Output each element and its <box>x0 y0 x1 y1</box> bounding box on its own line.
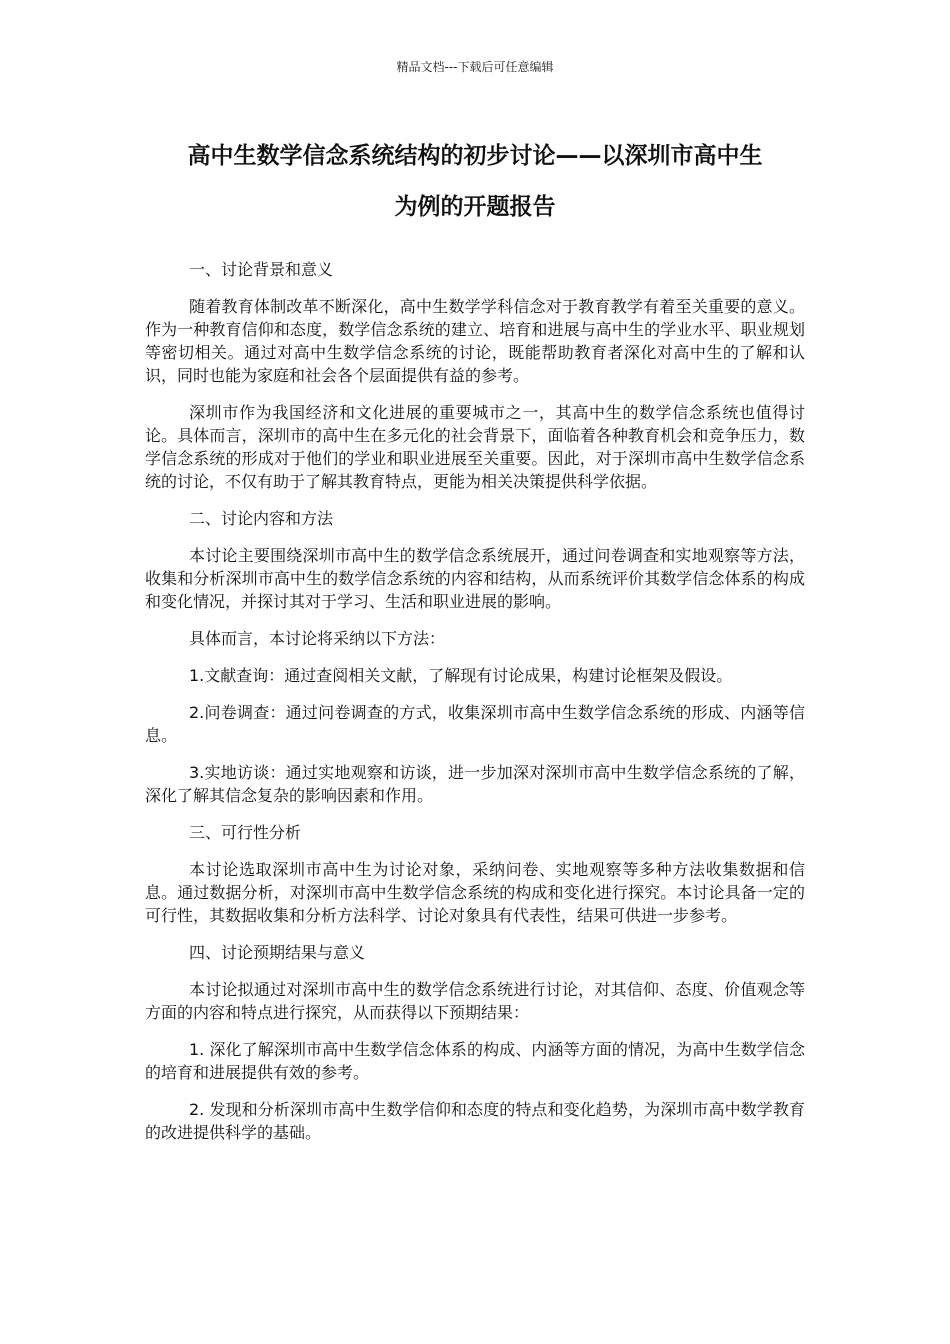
list-item: 3.实地访谈：通过实地观察和访谈，进一步加深对深圳市高中生数学信念系统的了解，深化了解其信念复杂的影响因素和作用。 <box>145 763 805 805</box>
paragraph: 本讨论选取深圳市高中生为讨论对象，采纳问卷、实地观察等多种方法收集数据和信息。通过数据分析，对深圳市高中生数学信念系统的构成和变化进行探究。本讨论具备一定的可行性，其数据收集和分析方法科学、讨论对象具有代表性，结果可供进一步参考。 <box>145 860 805 925</box>
paragraph: 随着教育体制改革不断深化，高中生数学学科信念对于教育教学有着至关重要的意义。作为一种教育信仰和态度，数学信念系统的建立、培育和进展与高中生的学业水平、职业规划等密切相关。通过对高中生数学信念系统的讨论，既能帮助教育者深化对高中生的了解和认识，同时也能为家庭和社会各个层面提供有益的参考。 <box>145 297 805 385</box>
list-item: 2.问卷调查：通过问卷调查的方式，收集深圳市高中生数学信念系统的形成、内涵等信息。 <box>145 703 805 745</box>
title-line-1: 高中生数学信念系统结构的初步讨论——以深圳市高中生 <box>187 143 763 169</box>
paragraph: 本讨论拟通过对深圳市高中生的数学信念系统进行讨论，对其信仰、态度、价值观念等方面的内容和特点进行探究，从而获得以下预期结果： <box>145 980 805 1022</box>
section-heading-expected-results: 四、讨论预期结果与意义 <box>189 943 366 962</box>
paragraph: 深圳市作为我国经济和文化进展的重要城市之一，其高中生的数学信念系统也值得讨论。具体而言，深圳市的高中生在多元化的社会背景下，面临着各种教育机会和竞争压力，数学信念系统的形成对于他们的学业和职业进展至关重要。因此，对于深圳市高中生数学信念系统的讨论，不仅有助于了解其教育特点，更能为相关决策提供科学依据。 <box>145 403 805 491</box>
section-heading-content-methods: 二、讨论内容和方法 <box>189 509 334 528</box>
document-title <box>135 131 815 233</box>
title-line-2: 为例的开题报告 <box>394 194 556 220</box>
list-item: 1.文献查询：通过查阅相关文献，了解现有讨论成果，构建讨论框架及假设。 <box>189 666 733 685</box>
paragraph: 具体而言，本讨论将采纳以下方法： <box>189 629 446 648</box>
list-item: 1. 深化了解深圳市高中生数学信念体系的构成、内涵等方面的情况，为高中生数学信念的培育和进展提供有效的参考。 <box>145 1040 805 1082</box>
section-heading-feasibility: 三、可行性分析 <box>189 823 302 842</box>
list-item: 2. 发现和分析深圳市高中生数学信仰和态度的特点和变化趋势，为深圳市高中数学教育的改进提供科学的基础。 <box>145 1100 805 1142</box>
header-note: 精品文档---下载后可任意编辑 <box>396 60 554 74</box>
section-heading-background: 一、讨论背景和意义 <box>189 260 334 279</box>
document-body <box>145 258 805 1158</box>
paragraph: 本讨论主要围绕深圳市高中生的数学信念系统展开，通过问卷调查和实地观察等方法，收集和分析深圳市高中生的数学信念系统的内容和结构，从而系统评价其数学信念体系的构成和变化情况，并探讨其对于学习、生活和职业进展的影响。 <box>145 546 805 611</box>
